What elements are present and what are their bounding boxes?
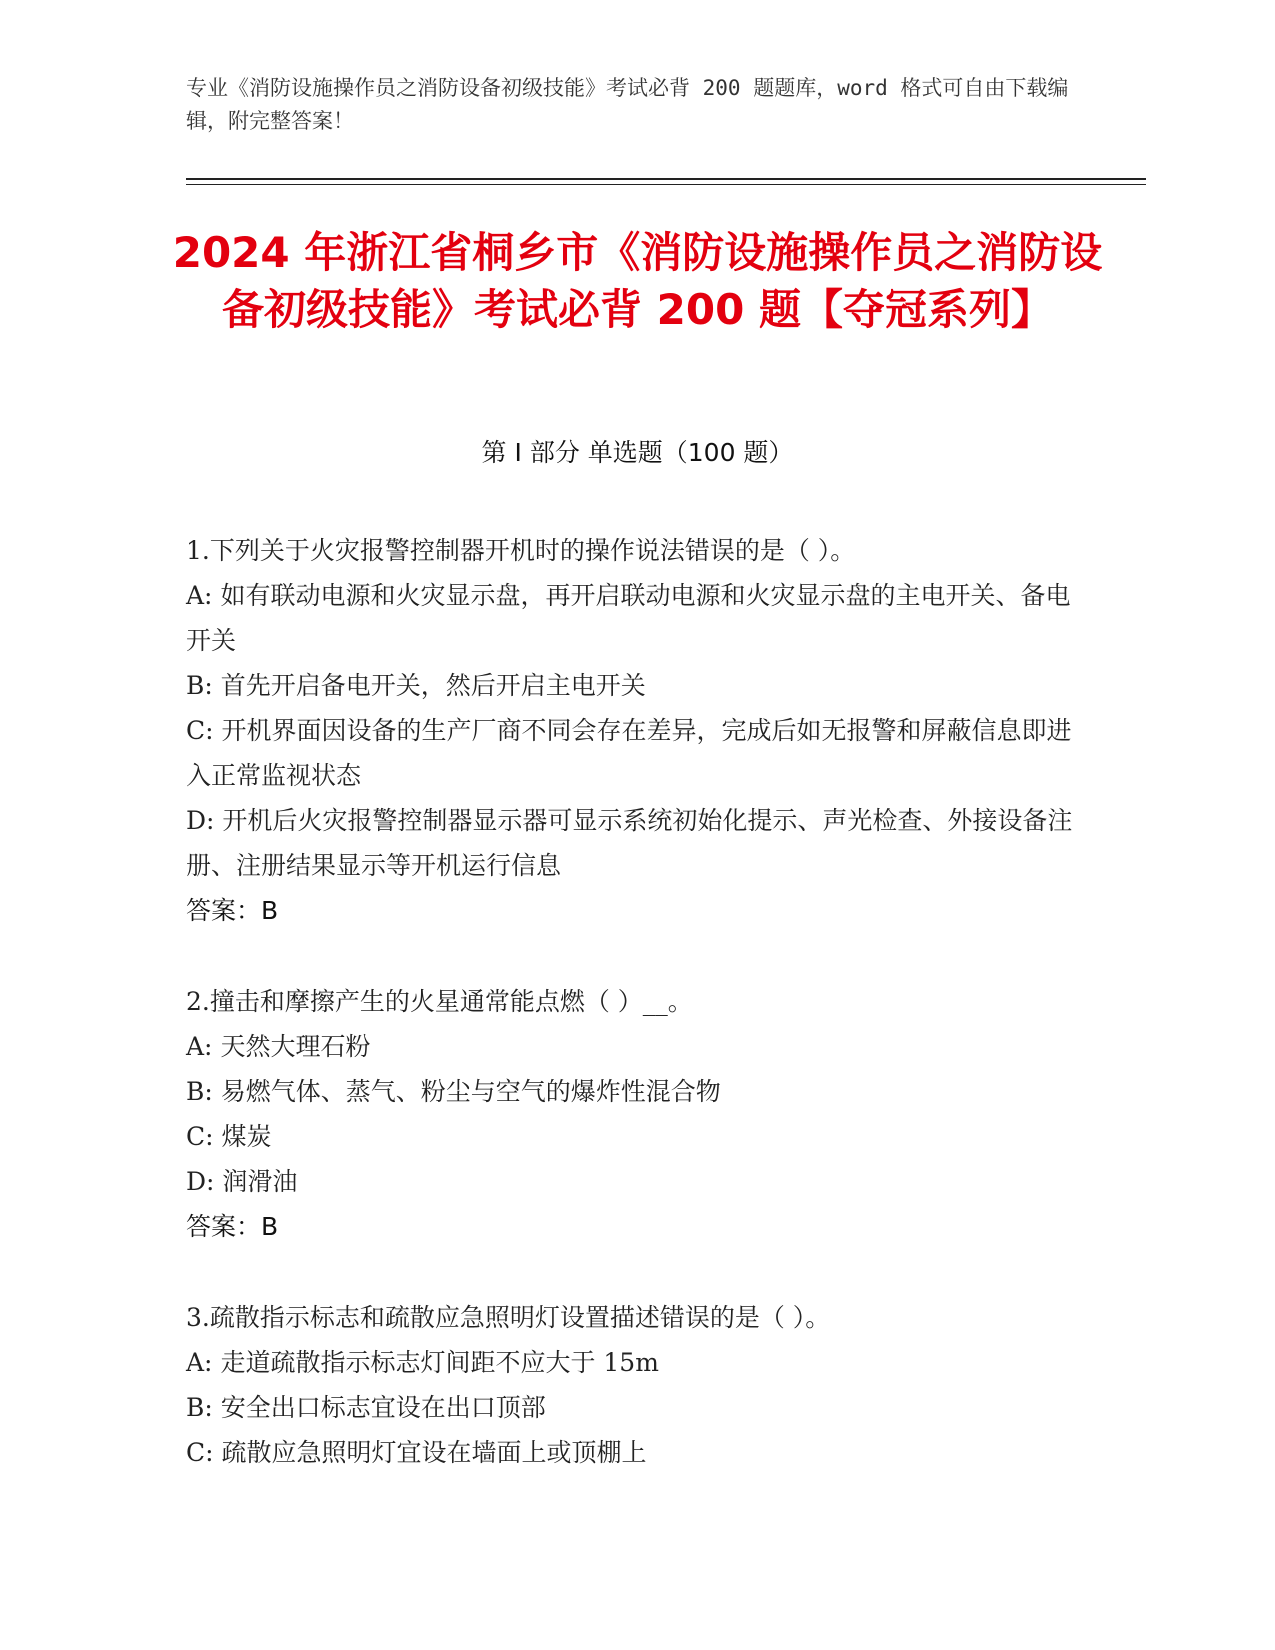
option-text: 易燃气体、蒸气、粉尘与空气的爆炸性混合物 (220, 1077, 721, 1106)
option-text: 疏散应急照明灯宜设在墙面上或顶棚上 (221, 1438, 647, 1467)
question-3 (186, 1295, 1091, 1475)
option-letter: D: (186, 806, 215, 835)
option-a (186, 573, 1091, 663)
header-note: 专业《消防设施操作员之消防设备初级技能》考试必背 200 题题库，word 格式可自由下载编辑，附完整答案！ (186, 76, 1069, 133)
option-b (186, 663, 1091, 708)
question-stem: 1.下列关于火灾报警控制器开机时的操作说法错误的是（ ）。 (186, 536, 856, 565)
question-1 (186, 528, 1091, 933)
question-stem: 3.疏散指示标志和疏散应急照明灯设置描述错误的是（ ）。 (186, 1303, 831, 1332)
option-b (186, 1069, 1091, 1114)
header-rule-thin (186, 184, 1146, 185)
option-letter: B: (186, 1393, 213, 1422)
option-text: 首先开启备电开关，然后开启主电开关 (220, 671, 646, 700)
option-letter: C: (186, 1122, 214, 1151)
option-letter: C: (186, 1438, 214, 1467)
option-a (186, 1024, 1091, 1069)
question-stem: 2.撞击和摩擦产生的火星通常能点燃（ ）__。 (186, 987, 693, 1016)
question-list (186, 528, 1091, 1521)
option-letter: B: (186, 671, 213, 700)
option-d (186, 798, 1091, 888)
option-text: 润滑油 (222, 1167, 298, 1196)
option-d (186, 1159, 1091, 1204)
option-letter: D: (186, 1167, 215, 1196)
answer: 答案：B (186, 1212, 279, 1241)
option-letter: A: (186, 1348, 213, 1377)
option-text: 安全出口标志宜设在出口顶部 (220, 1393, 546, 1422)
option-a (186, 1340, 1091, 1385)
option-letter: C: (186, 716, 214, 745)
option-letter: B: (186, 1077, 213, 1106)
option-text: 煤炭 (221, 1122, 272, 1151)
option-text: 走道疏散指示标志灯间距不应大于 15m (220, 1348, 659, 1377)
option-text: 如有联动电源和火灾显示盘，再开启联动电源和火灾显示盘的主电开关、备电开关 (186, 581, 1071, 655)
option-letter: A: (186, 1032, 213, 1061)
option-c (186, 1430, 1091, 1475)
section-heading: 第 I 部分 单选题（100 题） (481, 438, 794, 467)
option-c (186, 708, 1091, 798)
question-2 (186, 979, 1091, 1249)
option-text: 天然大理石粉 (220, 1032, 371, 1061)
option-letter: A: (186, 581, 213, 610)
option-text: 开机界面因设备的生产厂商不同会存在差异，完成后如无报警和屏蔽信息即进入正常监视状态 (186, 716, 1072, 790)
answer: 答案：B (186, 896, 279, 925)
document-title: 2024 年浙江省桐乡市《消防设施操作员之消防设备初级技能》考试必背 200 题【夺冠系列】 (172, 228, 1103, 334)
option-c (186, 1114, 1091, 1159)
header-rule-thick (186, 178, 1146, 180)
option-text: 开机后火灾报警控制器显示器可显示系统初始化提示、声光检查、外接设备注册、注册结果显示等开机运行信息 (186, 806, 1073, 880)
option-b (186, 1385, 1091, 1430)
